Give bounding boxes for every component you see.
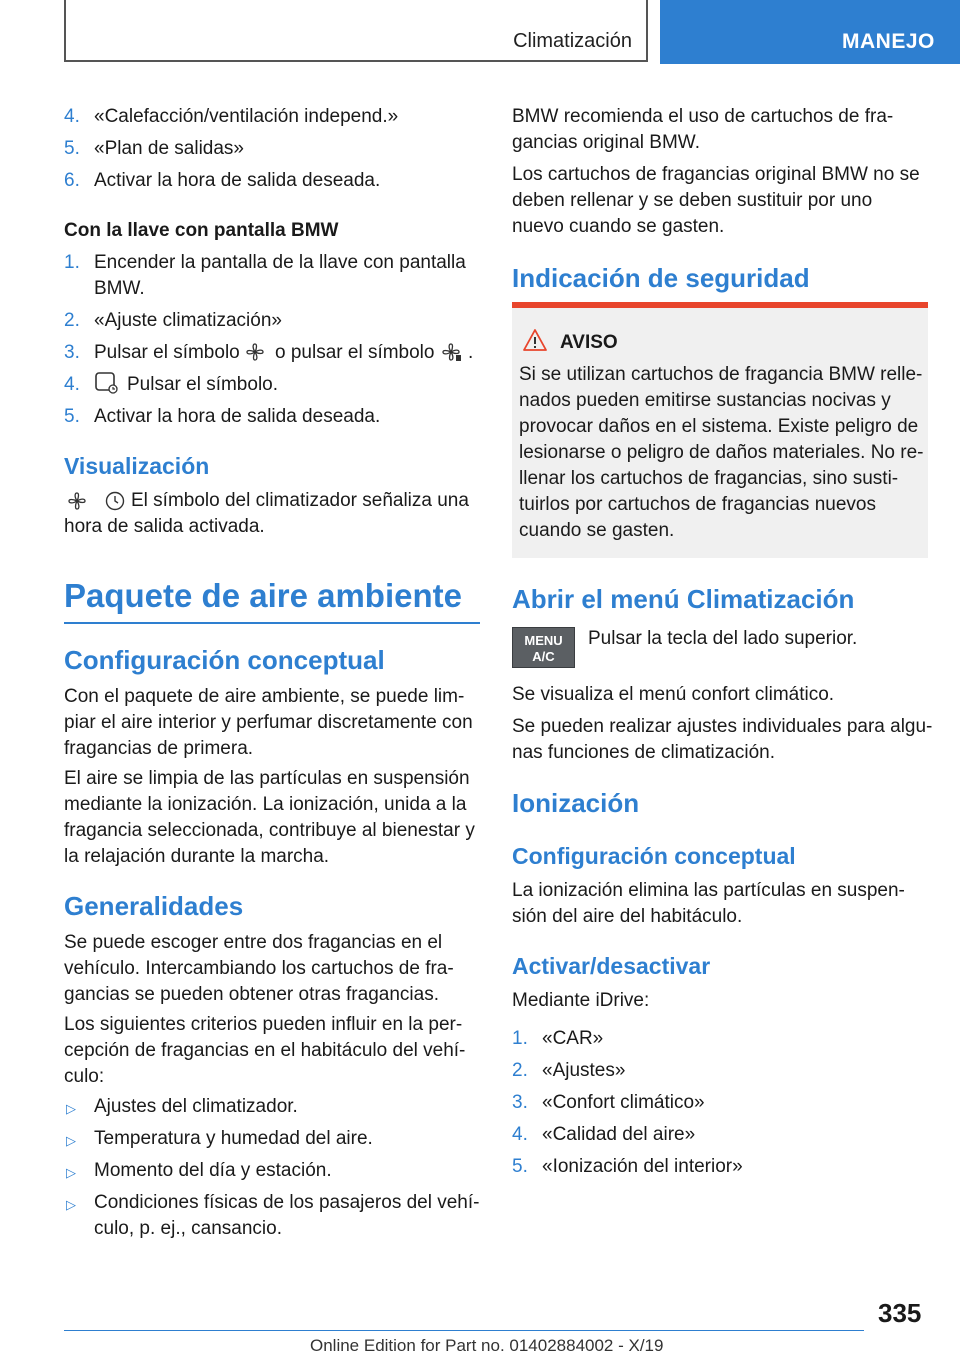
key-heading: Con la llave con pantalla BMW [64,220,339,241]
bullet-text: Ajustes del climatizador. [94,1096,298,1117]
paragraph-line: La ionización elimina las partículas en suspen- [512,880,905,901]
step-number: 5. [64,138,80,159]
step-text: «Calidad del aire» [542,1124,696,1145]
timer-icon [104,490,126,512]
section-heading: Paquete de aire ambiente [64,577,462,614]
step-number: 1. [64,252,80,273]
step-text: «Ajuste climatización» [94,310,282,331]
menu-instruction: Pulsar la tecla del lado superior. [588,628,858,649]
chapter-label: MANEJO [842,30,935,53]
bullet-triangle-icon: ▷ [66,1165,76,1180]
step-text: o pulsar el símbolo [275,342,435,363]
paragraph-line: nuevo cuando se gasten. [512,216,725,237]
bullet-text: Momento del día y estación. [94,1160,332,1181]
header-section-box [64,0,648,62]
warning-text: llenar los cartuchos de fragancias, sino susti- [519,468,899,489]
visualizacion-text: El símbolo del climatizador señaliza una [131,490,469,511]
paragraph-line: BMW recomienda el uso de cartuchos de fra- [512,106,894,127]
section-title: Climatización [513,30,632,52]
paragraph-line: culo: [64,1066,105,1087]
bullet-triangle-icon: ▷ [66,1133,76,1148]
paragraph-line: El aire se limpia de las partículas en suspensión [64,768,470,789]
step-text: Pulsar el símbolo [94,342,240,363]
step-text: «Calefacción/ventilación independ.» [94,106,399,127]
step-text: Pulsar el símbolo. [127,374,279,395]
fan-icon [244,341,266,363]
bullet-text: Temperatura y humedad del aire. [94,1128,373,1149]
visualizacion-heading: Visualización [64,453,210,479]
step-number: 3. [64,342,80,363]
paragraph-line: fragancias de primera. [64,738,254,759]
paragraph-line: cepción de fragancias en el habitáculo del vehí- [64,1040,466,1061]
step-number: 5. [512,1156,528,1177]
paragraph-line: gancias original BMW. [512,132,700,153]
paragraph-line: mediante la ionización. La ionización, unida a la [64,794,467,815]
safety-heading: Indicación de seguridad [512,263,810,293]
paragraph-line: Mediante iDrive: [512,990,650,1011]
warning-text: Si se utilizan cartuchos de fragancia BMW relle- [519,364,923,385]
menu-ac-line2: A/C [532,649,555,664]
page-number: 335 [878,1298,922,1328]
footer-rule [64,1330,864,1331]
step-text: Activar la hora de salida deseada. [94,406,381,427]
subsection-heading: Activar/desactivar [512,953,711,979]
paragraph-line: fragancia seleccionada, contribuye al bienestar y [64,820,475,841]
step-number: 3. [512,1092,528,1113]
step-number: 6. [64,170,80,191]
step-number: 4. [512,1124,528,1145]
warning-text: lesionarse o peligro de daños materiales. No re- [519,442,924,463]
bullet-triangle-icon: ▷ [66,1197,76,1212]
paragraph-line: vehículo. Intercambiando los cartuchos de fra- [64,958,454,979]
paragraph-line: piar el aire interior y perfumar discretamente con [64,712,473,733]
paragraph-line: Se visualiza el menú confort climático. [512,684,835,705]
step-number: 2. [512,1060,528,1081]
step-text: BMW. [94,278,145,299]
step-text: Activar la hora de salida deseada. [94,170,381,191]
subsection-heading: Configuración conceptual [64,645,385,675]
fan-auto-icon [440,341,462,363]
warning-text: nados pueden emitirse sustancias nocivas y [519,390,891,411]
step-number: 4. [64,106,80,127]
footer-edition: Online Edition for Part no. 01402884002 - X/19 [310,1336,664,1355]
step-text: . [468,342,474,363]
step-number: 4. [64,374,80,395]
step-text: Encender la pantalla de la llave con pantalla [94,252,466,273]
paragraph-line: deben rellenar y se deben sustituir por uno [512,190,873,211]
subsection-heading: Configuración conceptual [512,843,796,869]
warning-icon [522,328,548,352]
menu-ac-button-icon [512,627,575,668]
section-rule [64,622,480,624]
warning-text: tuirlos por cartuchos de fragancias nuevos [519,494,876,515]
step-number: 1. [512,1028,528,1049]
warning-text: cuando se gasten. [519,520,675,541]
fan-icon [66,490,88,512]
menu-heading: Abrir el menú Climatización [512,584,855,614]
step-text: «Confort climático» [542,1092,705,1113]
bullet-text: Condiciones físicas de los pasajeros del vehí- [94,1192,480,1213]
chapter-tab[interactable] [660,0,960,64]
menu-ac-line1: MENU [524,633,563,648]
step-number: 5. [64,406,80,427]
ionizacion-heading: Ionización [512,788,640,818]
paragraph-line: gancias se pueden obtener otras fragancias. [64,984,439,1005]
paragraph-line: Se pueden realizar ajustes individuales para algu- [512,716,933,737]
step-text: «Ajustes» [542,1060,626,1081]
warning-text: provocar daños en el sistema. Existe peligro de [519,416,919,437]
paragraph-line: nas funciones de climatización. [512,742,775,763]
step-number: 2. [64,310,80,331]
paragraph-line: la relajación durante la marcha. [64,846,330,867]
step-text: «CAR» [542,1028,604,1049]
warning-label: AVISO [560,332,618,353]
visualizacion-text: hora de salida activada. [64,516,265,537]
subsection-heading: Generalidades [64,891,244,921]
paragraph-line: sión del aire del habitáculo. [512,906,743,927]
step-text: «Plan de salidas» [94,138,244,159]
clock-icon [94,370,118,394]
step-text: «Ionización del interior» [542,1156,743,1177]
bullet-triangle-icon: ▷ [66,1101,76,1116]
paragraph-line: Los cartuchos de fragancias original BMW no se [512,164,920,185]
paragraph-line: Se puede escoger entre dos fragancias en el [64,932,443,953]
paragraph-line: Los siguientes criterios pueden influir en la per- [64,1014,463,1035]
bullet-text: culo, p. ej., cansancio. [94,1218,282,1239]
paragraph-line: Con el paquete de aire ambiente, se puede lim- [64,686,465,707]
